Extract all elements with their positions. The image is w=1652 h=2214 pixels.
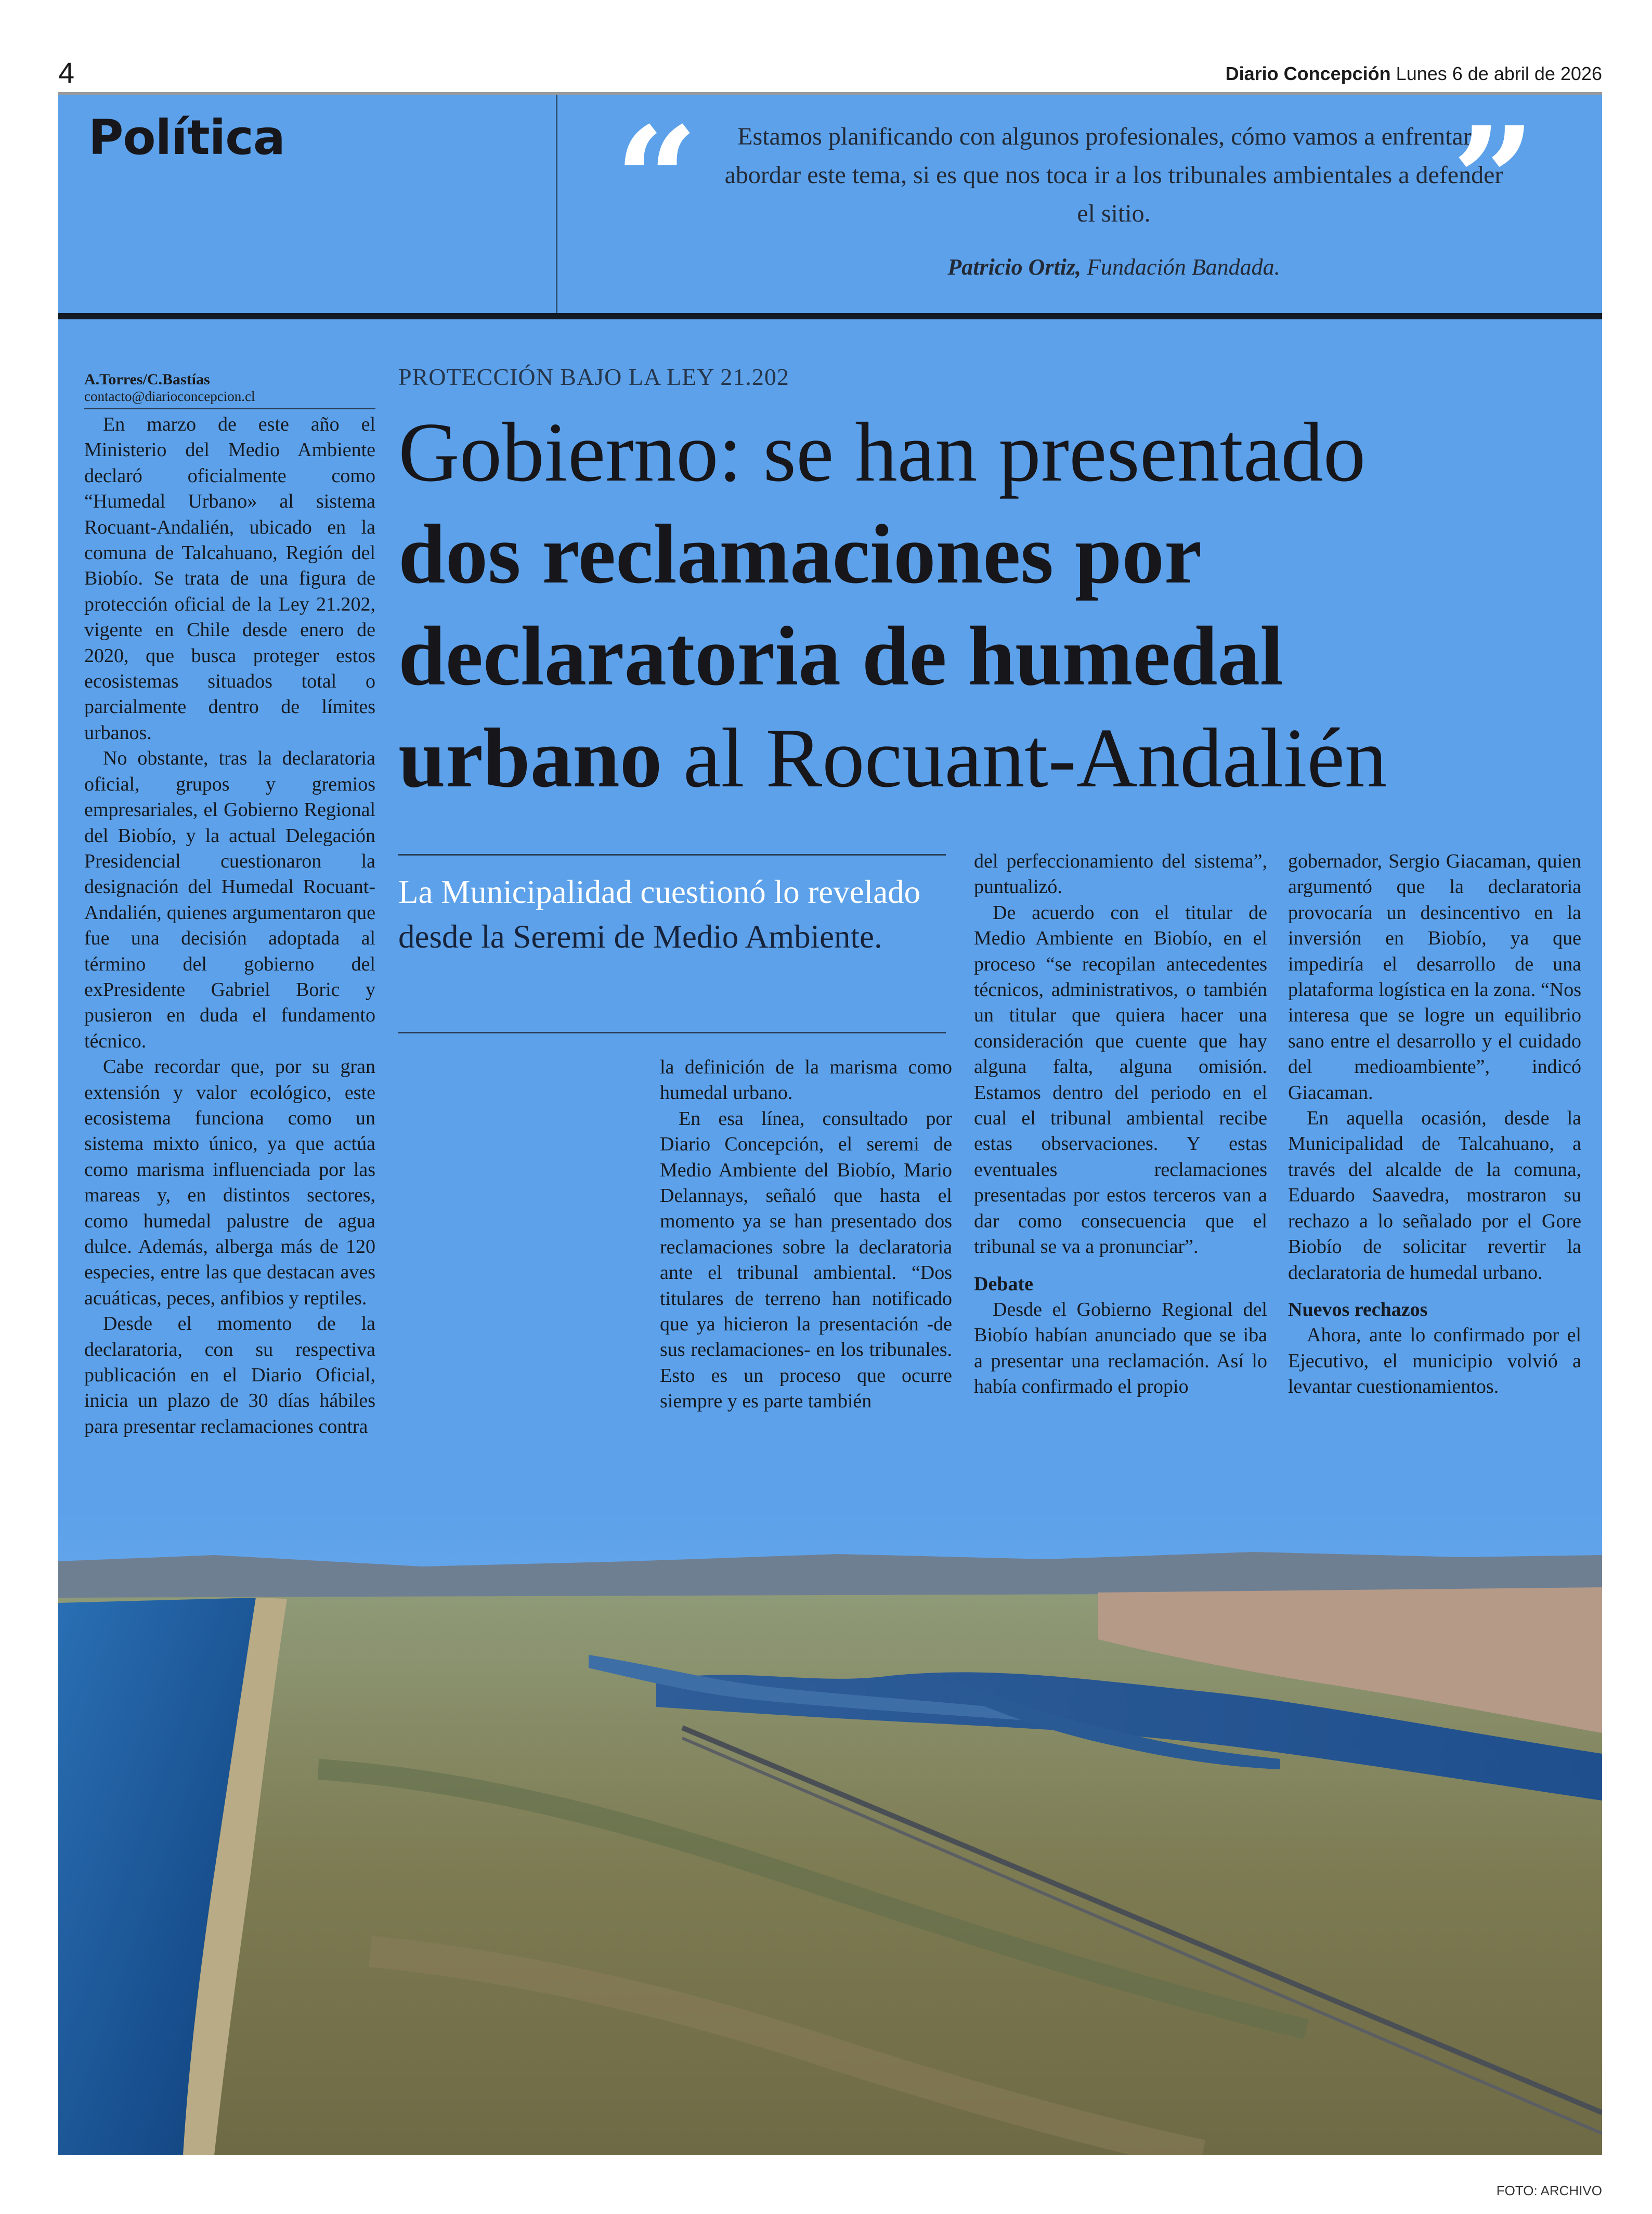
headline-line-2 [398, 503, 1589, 605]
subheading-debate: Debate [974, 1273, 1033, 1295]
headline-bold-text: dos reclamaciones por [398, 508, 1202, 601]
quote-author-org: Fundación Bandada. [1087, 254, 1280, 280]
headline-line-3 [398, 605, 1589, 707]
headline-regular-text: al Rocuant-Andalién [662, 711, 1387, 805]
paragraph: Desde el Gobierno Regional del Biobío habían anunciado que se iba a presentar una reclamación. Así lo había confirmado el propio [974, 1298, 1267, 1398]
aerial-wetland-photo [58, 1509, 1602, 2155]
kicker: PROTECCIÓN BAJO LA LEY 21.202 [398, 364, 789, 390]
band-divider [556, 95, 557, 313]
top-band [58, 95, 1602, 313]
paragraph: De acuerdo con el titular de Medio Ambiente en Biobío, en el proceso “se recopilan antecedentes técnicos, administrativos, o también un titular que quiera hacer una consideración que cuente que hay alguna falta, alguna omisión. Estamos dentro del periodo en el cual el tribunal ambiental recibe estas observaciones. Y estas eventuales reclamaciones presentadas por estos terceros van a dar como consecuencia que el tribunal se va a pronunciar”. [974, 901, 1267, 1258]
deck-rest: desde la Seremi de Medio Ambiente. [398, 918, 882, 955]
pull-quote: Estamos planificando con algunos profesionales, cómo vamos a enfrentar y abordar este tema, si es que nos toca ir a los tribunales ambientales a defender el sitio. [724, 123, 1503, 227]
deck [398, 870, 946, 959]
body-column-3 [974, 849, 1267, 1509]
paragraph: gobernador, Sergio Giacaman, quien argumentó que la declaratoria provocaría un desincentivo en la inversión en Biobío, ya que impediría el desarrollo de una plataforma logística en la zona. “Nos interesa que se logre un equilibrio sano entre el desarrollo y el cuidado del medioambiente”, indicó Giacaman. [1288, 850, 1581, 1104]
subheading-nuevos-rechazos: Nuevos rechazos [1288, 1298, 1428, 1320]
paragraph: En marzo de este año el Ministerio del Medio Ambiente declaró oficialmente como “Humedal Urbano» al sistema Rocuant-Andalién, ubicado en la comuna de Talcahuano, Región del Biobío. Se trata de una figura de protección oficial de la Ley 21.202, vigente en Chile desde enero de 2020, que busca proteger estos ecosistemas situados total o parcialmente dentro de límites urbanos. [84, 413, 375, 744]
deck-highlight: La Municipalidad cuestionó lo revelado [398, 874, 921, 910]
quote-author-name: Patricio Ortiz, [947, 254, 1082, 280]
paragraph: Desde el momento de la declaratoria, con su respectiva publicación en el Diario Oficial, inicia un plazo de 30 días hábiles para presentar reclamaciones contra [84, 1313, 375, 1438]
section-title: Política [88, 110, 285, 165]
headline-bold-text: declaratoria de humedal [398, 610, 1284, 703]
page-number: 4 [58, 56, 75, 89]
band-rule [58, 313, 1602, 319]
deck-rule-bottom [398, 1032, 946, 1033]
paragraph: En esa línea, consultado por Diario Concepción, el seremi de Medio Ambiente del Biobío, Mario Delannays, señaló que hasta el momento ya se han presentado dos reclamaciones sobre la declaratoria ante el tribunal ambiental. “Dos titulares de terreno han notificado que ya hicieron la presentación -de sus reclamaciones- en los tribunales. Esto es un proceso que ocurre siempre y es parte también [660, 1107, 952, 1413]
paragraph: En aquella ocasión, desde la Municipalidad de Talcahuano, a través del alcalde de la comuna, Eduardo Saavedra, mostraron su rechazo a lo señalado por el Gore Biobío de solicitar revertir la declaratoria de humedal urbano. [1288, 1107, 1581, 1284]
deck-rule-top [398, 854, 946, 856]
headline [398, 402, 1589, 809]
headline-line-4 [398, 707, 1589, 809]
newspaper-name: Diario Concepción [1225, 63, 1391, 84]
page-header [1226, 62, 1602, 85]
quote-attribution [719, 252, 1509, 283]
photo-credit: FOTO: ARCHIVO [1496, 2183, 1602, 2198]
body-column-4 [1288, 849, 1581, 1509]
close-quote-icon: ” [1452, 95, 1536, 266]
issue-date: Lunes 6 de abril de 2026 [1396, 63, 1602, 84]
paragraph: Cabe recordar que, por su gran extensión y valor ecológico, este ecosistema funciona como un sistema mixto único, ya que actúa como marisma influenciada por las mareas y, en distintos sectores, como humedal palustre de agua dulce. Además, alberga más de 120 especies, entre las que destacan aves acuáticas, peces, anfibios y reptiles. [84, 1056, 375, 1309]
paragraph: No obstante, tras la declaratoria oficial, grupos y gremios empresariales, el Gobierno Regional del Biobío, y la actual Delegación Presidencial cuestionaron la designación del Humedal Rocuant-Andalién, quienes argumentaron que fue una decisión adoptada al término del gobierno del exPresidente Gabriel Boric y pusieron en duda el fundamento técnico. [84, 747, 375, 1052]
body-column-2 [660, 1055, 952, 1509]
byline-email: contacto@diarioconcepcion.cl [84, 387, 375, 409]
headline-line-1: Gobierno: se han presentado [398, 406, 1366, 499]
open-quote-icon: “ [615, 95, 699, 266]
byline: A.Torres/C.Bastías [84, 371, 210, 388]
paragraph: del perfeccionamiento del sistema”, puntualizó. [974, 850, 1267, 898]
body-column-1 [84, 412, 375, 1516]
paragraph: Ahora, ante lo confirmado por el Ejecutivo, el municipio volvió a levantar cuestionamientos. [1288, 1324, 1581, 1398]
article-panel [58, 95, 1602, 2155]
headline-bold-text: urbano [398, 711, 662, 805]
wetland-illustration [58, 1509, 1602, 2155]
paragraph: la definición de la marisma como humedal urbano. [660, 1056, 952, 1104]
